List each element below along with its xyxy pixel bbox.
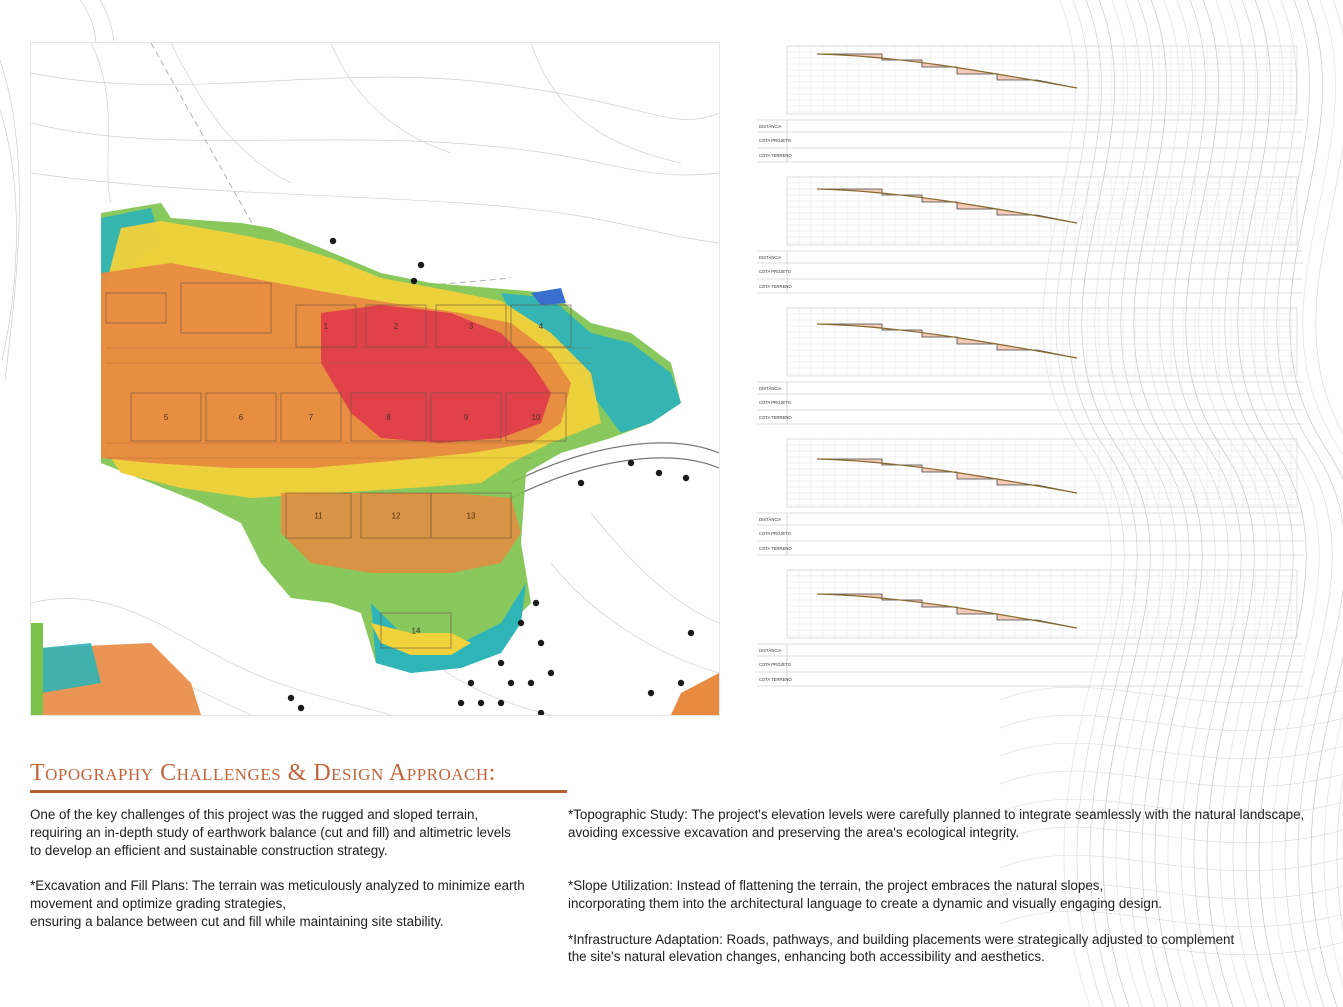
tree-symbol: [538, 710, 544, 715]
tree-symbol: [656, 470, 662, 476]
building-number: 13: [466, 511, 476, 521]
section-row-label: COTA TERRENO: [759, 284, 792, 289]
tree-symbol: [578, 480, 584, 486]
building-number: 11: [314, 511, 323, 521]
tree-symbol: [468, 680, 474, 686]
tree-symbol: [418, 262, 424, 268]
section-row-label: DISTÂNCIA: [759, 255, 782, 260]
tree-symbol: [528, 680, 534, 686]
building-number: 3: [468, 322, 474, 331]
tree-symbol: [288, 695, 294, 701]
building-number: 5: [163, 413, 169, 422]
tree-symbol: [678, 680, 684, 686]
intro-line-1: One of the key challenges of this project was the rugged and sloped terrain,: [30, 807, 479, 822]
tree-symbol: [648, 690, 654, 696]
intro-line-2: requiring an in-depth study of earthwork balance (cut and fill) and altimetric levels: [30, 824, 511, 840]
tree-symbol: [508, 680, 514, 686]
building-number: 4: [538, 322, 544, 331]
page-title: Topography Challenges & Design Approach:: [30, 760, 496, 786]
section-row-label: COTA PROJETO: [759, 269, 791, 274]
section-row-label: COTA PROJETO: [759, 138, 791, 143]
tree-symbol: [688, 630, 694, 636]
intro-line-3: to develop an efficient and sustainable construction strategy.: [30, 842, 388, 858]
building-number: 2: [393, 322, 399, 331]
section-row-label: DISTÂNCIA: [759, 124, 782, 129]
tree-symbol: [330, 238, 336, 244]
tree-symbol: [411, 278, 417, 284]
tree-symbol: [498, 700, 504, 706]
cross-section: [757, 40, 1303, 164]
building-number: 7: [308, 413, 314, 422]
excavation-line-1: *Excavation and Fill Plans: The terrain was meticulously analyzed to minimize earth: [30, 878, 525, 894]
tree-symbol: [538, 640, 544, 646]
cross-section: [757, 433, 1303, 557]
section-row-label: DISTÂNCIA: [759, 648, 782, 653]
tree-symbol: [498, 660, 504, 666]
cross-section: [757, 171, 1303, 295]
section-row-label: COTA TERRENO: [759, 415, 792, 420]
infra-line-1: *Infrastructure Adaptation: Roads, pathways, and building placements were strategically adjusted to complement: [568, 931, 1235, 947]
heatmap-svg: [31, 43, 719, 715]
tree-symbol: [533, 600, 539, 606]
tree-symbol: [628, 460, 634, 466]
building-number: 1: [323, 322, 329, 331]
left-text-column: [30, 806, 550, 931]
right-text-column: [568, 806, 1308, 966]
section-row-label: DISTÂNCIA: [759, 386, 782, 391]
tree-symbol: [458, 700, 464, 706]
topographic-line-1: *Topographic Study: The project's elevation levels were carefully planned to integrate seamlessly with the natural landscape,: [568, 807, 1305, 822]
tree-symbol: [683, 475, 689, 481]
building-number: 14: [411, 626, 421, 636]
section-row-label: DISTÂNCIA: [759, 517, 782, 522]
building-number: 8: [386, 413, 391, 422]
tree-symbol: [548, 670, 554, 676]
building-number: 12: [391, 511, 401, 521]
cross-section: [757, 564, 1303, 688]
title-underline: [30, 790, 567, 793]
slope-line-1: *Slope Utilization: Instead of flattening the terrain, the project embraces the natural slopes,: [568, 878, 1104, 894]
cut-fill-site-plan: [30, 42, 720, 716]
tree-symbol: [478, 700, 484, 706]
cross-section: [757, 302, 1303, 426]
section-row-label: COTA TERRENO: [759, 153, 792, 158]
building-number: 9: [463, 413, 469, 422]
building-number: 6: [238, 413, 244, 422]
infra-line-2: the site's natural elevation changes, enhancing both accessibility and aesthetics.: [568, 949, 1045, 965]
section-row-label: COTA PROJETO: [759, 531, 791, 536]
excavation-line-3: ensuring a balance between cut and fill while maintaining site stability.: [30, 913, 444, 929]
slope-line-2: incorporating them into the architectural language to create a dynamic and visually engaging design.: [568, 895, 1163, 911]
section-row-label: COTA TERRENO: [759, 546, 792, 551]
tree-symbol: [518, 620, 524, 626]
building-number: 10: [531, 413, 541, 422]
section-row-label: COTA PROJETO: [759, 400, 791, 405]
topographic-line-2: avoiding excessive excavation and preserving the area's ecological integrity.: [568, 824, 1020, 840]
tree-symbol: [298, 705, 304, 711]
section-row-label: COTA PROJETO: [759, 662, 791, 667]
earthwork-cross-sections: [757, 40, 1303, 690]
excavation-line-2: movement and optimize grading strategies,: [30, 895, 287, 911]
section-row-label: COTA TERRENO: [759, 677, 792, 682]
